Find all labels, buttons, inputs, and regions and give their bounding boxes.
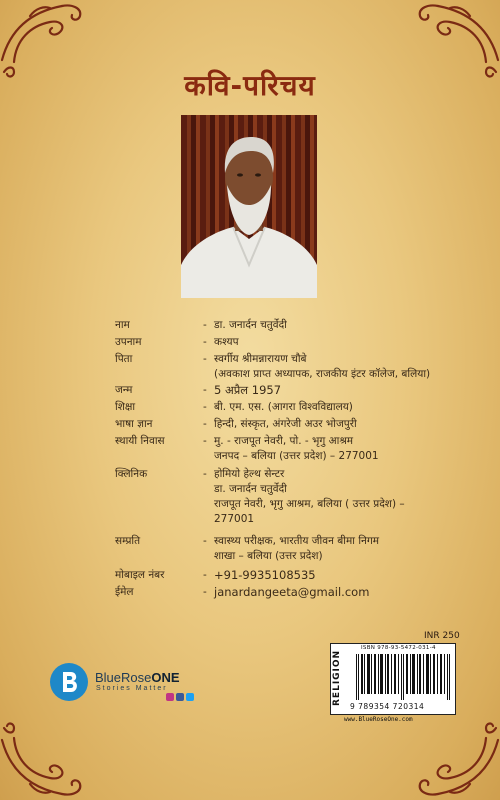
detail-label: नाम: [115, 319, 130, 331]
detail-value: हिन्दी, संस्कृत, अंगरेजी अउर भोजपुरी: [214, 418, 357, 430]
publisher-website[interactable]: www.BlueRoseOne.com: [344, 716, 413, 723]
detail-label: क्लिनिक: [115, 468, 148, 480]
detail-value: मु. - राजपूत नेवरी, पो. - भृगु आश्रम जनपद – बलिया (उत्तर प्रदेश) – 277001: [214, 435, 379, 462]
detail-dash: -: [203, 468, 207, 480]
publisher-logo-icon: [49, 662, 89, 702]
detail-dash: -: [203, 319, 207, 331]
publisher-tagline: Stories Matter: [96, 685, 168, 692]
corner-ornament-icon: [0, 720, 95, 800]
detail-dash: -: [203, 401, 207, 413]
author-photo: [181, 115, 317, 298]
detail-dash: -: [203, 586, 207, 598]
detail-value: होमियो हेल्थ सेन्टर डा. जनार्दन चतुर्वेदी राजपूत नेवरी, भृगु आश्रम, बलिया ( उत्तर प्रदेश) – 277001: [214, 468, 405, 525]
detail-label: भाषा ज्ञान: [115, 418, 153, 430]
corner-ornament-icon: [405, 720, 500, 800]
isbn-digits: 9 789354 720314: [350, 702, 425, 711]
social-icons: [166, 693, 196, 702]
detail-value: +91-9935108535: [214, 568, 316, 582]
isbn-text: ISBN 978-93-5472-031-4: [361, 645, 436, 651]
detail-label: ईमेल: [115, 586, 134, 598]
detail-label: शिक्षा: [115, 401, 136, 413]
detail-dash: -: [203, 353, 207, 365]
page-title: कवि-परिचय: [184, 69, 316, 102]
detail-dash: -: [203, 418, 207, 430]
detail-dash: -: [203, 569, 207, 581]
detail-label: पिता: [115, 353, 133, 365]
detail-dash: -: [203, 435, 207, 447]
detail-dash: -: [203, 336, 207, 348]
detail-value: बी. एम. एस. (आगरा विश्वविद्यालय): [214, 401, 353, 413]
detail-value: स्वास्थ्य परीक्षक, भारतीय जीवन बीमा निगम शाखा – बलिया (उत्तर प्रदेश): [214, 535, 380, 562]
detail-dash: -: [203, 535, 207, 547]
detail-value: कश्यप: [214, 336, 239, 348]
detail-label: उपनाम: [115, 336, 142, 348]
detail-label: सम्प्रति: [115, 535, 141, 547]
detail-value: स्वर्गीय श्रीमन्नारायण चौबे (अवकाश प्राप्त अध्यापक, राजकीय इंटर कॉलेज, बलिया): [214, 353, 431, 380]
price-label: INR 250: [424, 631, 460, 641]
detail-dash: -: [203, 384, 207, 396]
barcode-icon: [356, 654, 450, 700]
detail-label: जन्म: [115, 384, 133, 396]
detail-label: मोबाइल नंबर: [115, 569, 165, 581]
detail-value: डा. जनार्दन चतुर्वेदी: [214, 319, 287, 331]
publisher-name: BlueRoseONE: [95, 670, 180, 685]
detail-value: 5 अप्रैल 1957: [214, 383, 282, 397]
genre-label: RELIGION: [332, 649, 342, 707]
detail-value[interactable]: janardangeeta@gmail.com: [214, 585, 370, 599]
detail-label: स्थायी निवास: [115, 435, 165, 447]
